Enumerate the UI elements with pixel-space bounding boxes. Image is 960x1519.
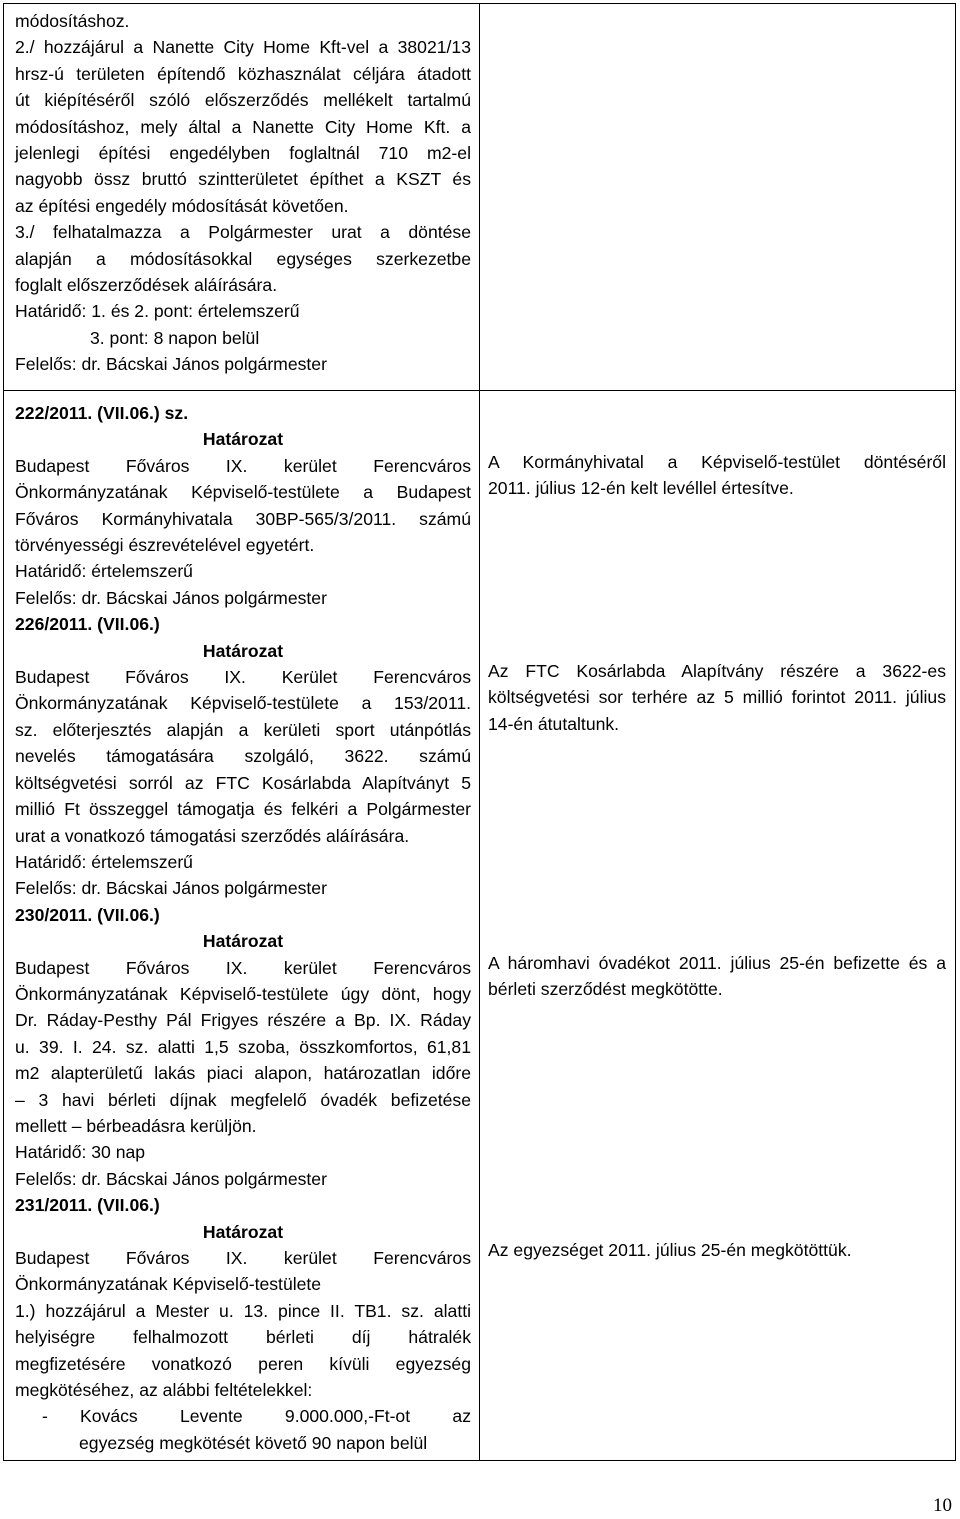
resolution-number: 230/2011. (VII.06.) — [15, 904, 160, 925]
text-line: u. 39. I. 24. sz. alatti 1,5 szoba, összkomfortos, 61,81 — [15, 1036, 471, 1057]
text-line: m2 alapterületű lakás piaci alapon, határozatlan időre — [15, 1063, 471, 1084]
table-row — [4, 4, 956, 391]
note-line: Az egyezséget 2011. július 25-én megkötöttük. — [488, 1240, 852, 1260]
resolution-table — [3, 3, 956, 1461]
text-line: megkötéséhez, az alábbi feltételekkel: — [15, 1380, 313, 1401]
text-line: Önkormányzatának Képviselő-testülete úgy dönt, hogy — [15, 983, 471, 1004]
deadline-continued: 3. pont: 8 napon belül — [90, 327, 260, 348]
text-line: mellett – bérbeadásra kerüljön. — [15, 1115, 257, 1136]
resolution-heading: Határozat — [202, 429, 284, 450]
note-222 — [480, 449, 955, 502]
resolution-number: 226/2011. (VII.06.) — [15, 614, 160, 635]
text-line: törvényességi észrevételével egyetért. — [15, 535, 315, 556]
text-line: 1.) hozzájárul a Mester u. 13. pince II. TB1. sz. alatti — [15, 1300, 471, 1321]
responsible: Felelős: dr. Bácskai János polgármester — [15, 878, 327, 899]
table-cell-right — [480, 391, 956, 1461]
table-cell-right — [480, 4, 956, 391]
deadline: Határidő: értelemszerű — [15, 851, 193, 872]
text-line: Budapest Főváros IX. Kerület Ferencváros — [15, 667, 471, 688]
note-226 — [480, 658, 955, 737]
text-line: 2./ hozzájárul a Nanette City Home Kft-vel a 38021/13 — [15, 37, 471, 58]
text-line: millió Ft összeggel támogatja és felkéri a Polgármester — [15, 799, 471, 820]
table-cell-left — [4, 4, 480, 391]
text-line: urat a vonatkozó támogatási szerződés aláírására. — [15, 825, 410, 846]
responsible: Felelős: dr. Bácskai János polgármester — [15, 587, 327, 608]
text-line: Főváros Kormányhivatala 30BP-565/3/2011. számú — [15, 508, 471, 529]
text-line: módosításhoz. — [15, 11, 130, 31]
list-item-text: Kovács Levente 9.000.000,-Ft-ot az — [80, 1406, 471, 1427]
responsible: Felelős: dr. Bácskai János polgármester — [15, 354, 327, 375]
text-line: alapján a módosításokkal egységes szerkezetbe — [15, 248, 471, 269]
resolution-heading: Határozat — [202, 1221, 284, 1242]
note-line: 14-én átutaltunk. — [488, 713, 620, 734]
text-line: jelenlegi építési engedélyben foglaltnál 710 m2-el — [15, 143, 471, 164]
text-line: 3./ felhatalmazza a Polgármester urat a döntése — [15, 222, 471, 243]
deadline: Határidő: 1. és 2. pont: értelemszerű — [15, 301, 300, 322]
text-line: Önkormányzatának Képviselő-testülete a 153/2011. — [15, 693, 471, 714]
text-line: foglalt előszerződések aláírására. — [15, 275, 278, 296]
list-item-continued: egyezség megkötését követő 90 napon belül — [79, 1432, 428, 1453]
note-line: A háromhavi óvadékot 2011. július 25-én befizette és a — [488, 953, 946, 973]
text-line: – 3 havi bérleti díjnak megfelelő óvadék befizetése — [15, 1089, 471, 1110]
text-line: helyiségre felhalmozott bérleti díj hátralék — [15, 1327, 471, 1348]
text-line: sz. előterjesztés alapján a kerületi sport utánpótlás — [15, 719, 471, 740]
page-number: 10 — [933, 1495, 952, 1516]
list-dash: - — [42, 1406, 48, 1427]
text-line: nagyobb össz bruttó szintterületet építhet a KSZT és — [15, 169, 471, 190]
list-item — [15, 1403, 471, 1429]
text-line: Budapest Főváros IX. kerület Ferencváros — [15, 455, 471, 476]
note-line: 2011. július 12-én kelt levéllel értesítve. — [488, 478, 794, 499]
note-line: A Kormányhivatal a Képviselő-testület döntéséről — [488, 452, 946, 472]
text-line: Budapest Főváros IX. kerület Ferencváros — [15, 1248, 471, 1268]
resolution-heading: Határozat — [202, 640, 284, 661]
resolution-heading: Határozat — [202, 931, 284, 952]
resolution-number: 231/2011. (VII.06.) — [15, 1195, 160, 1216]
table-row — [4, 391, 956, 1461]
text-line: megfizetésére vonatkozó peren kívüli egyezség — [15, 1353, 471, 1374]
note-231 — [480, 1237, 955, 1263]
note-line: bérleti szerződést megkötötte. — [488, 979, 723, 1000]
text-line: Önkormányzatának Képviselő-testülete — [15, 1274, 322, 1295]
text-line: költségvetési sorról az FTC Kosárlabda Alapítványt 5 — [15, 772, 471, 793]
note-line: költségvetési sor terhére az 5 millió forintot 2011. július — [488, 687, 946, 708]
text-line: módosításhoz, mely által a Nanette City Home Kft. a — [15, 116, 471, 137]
text-line: nevelés támogatására szolgáló, 3622. számú — [15, 746, 471, 767]
table-cell-left — [4, 391, 480, 1461]
responsible: Felelős: dr. Bácskai János polgármester — [15, 1168, 327, 1189]
text-line: az építési engedély módosítását követően. — [15, 195, 349, 216]
deadline: Határidő: értelemszerű — [15, 561, 193, 582]
text-line: hrsz-ú területen építendő közhasználat céljára átadott — [15, 63, 471, 84]
text-line: Dr. Ráday-Pesthy Pál Frigyes részére a Bp. IX. Ráday — [15, 1010, 471, 1031]
note-230 — [480, 950, 955, 1003]
resolution-number: 222/2011. (VII.06.) sz. — [15, 403, 189, 423]
note-line: Az FTC Kosárlabda Alapítvány részére a 3622-es — [488, 661, 946, 681]
deadline: Határidő: 30 nap — [15, 1142, 146, 1163]
text-line: út kiépítéséről szóló előszerződés mellékelt tartalmú — [15, 90, 471, 111]
text-line: Önkormányzatának Képviselő-testülete a Budapest — [15, 482, 471, 503]
text-line: Budapest Főváros IX. kerület Ferencváros — [15, 957, 471, 978]
